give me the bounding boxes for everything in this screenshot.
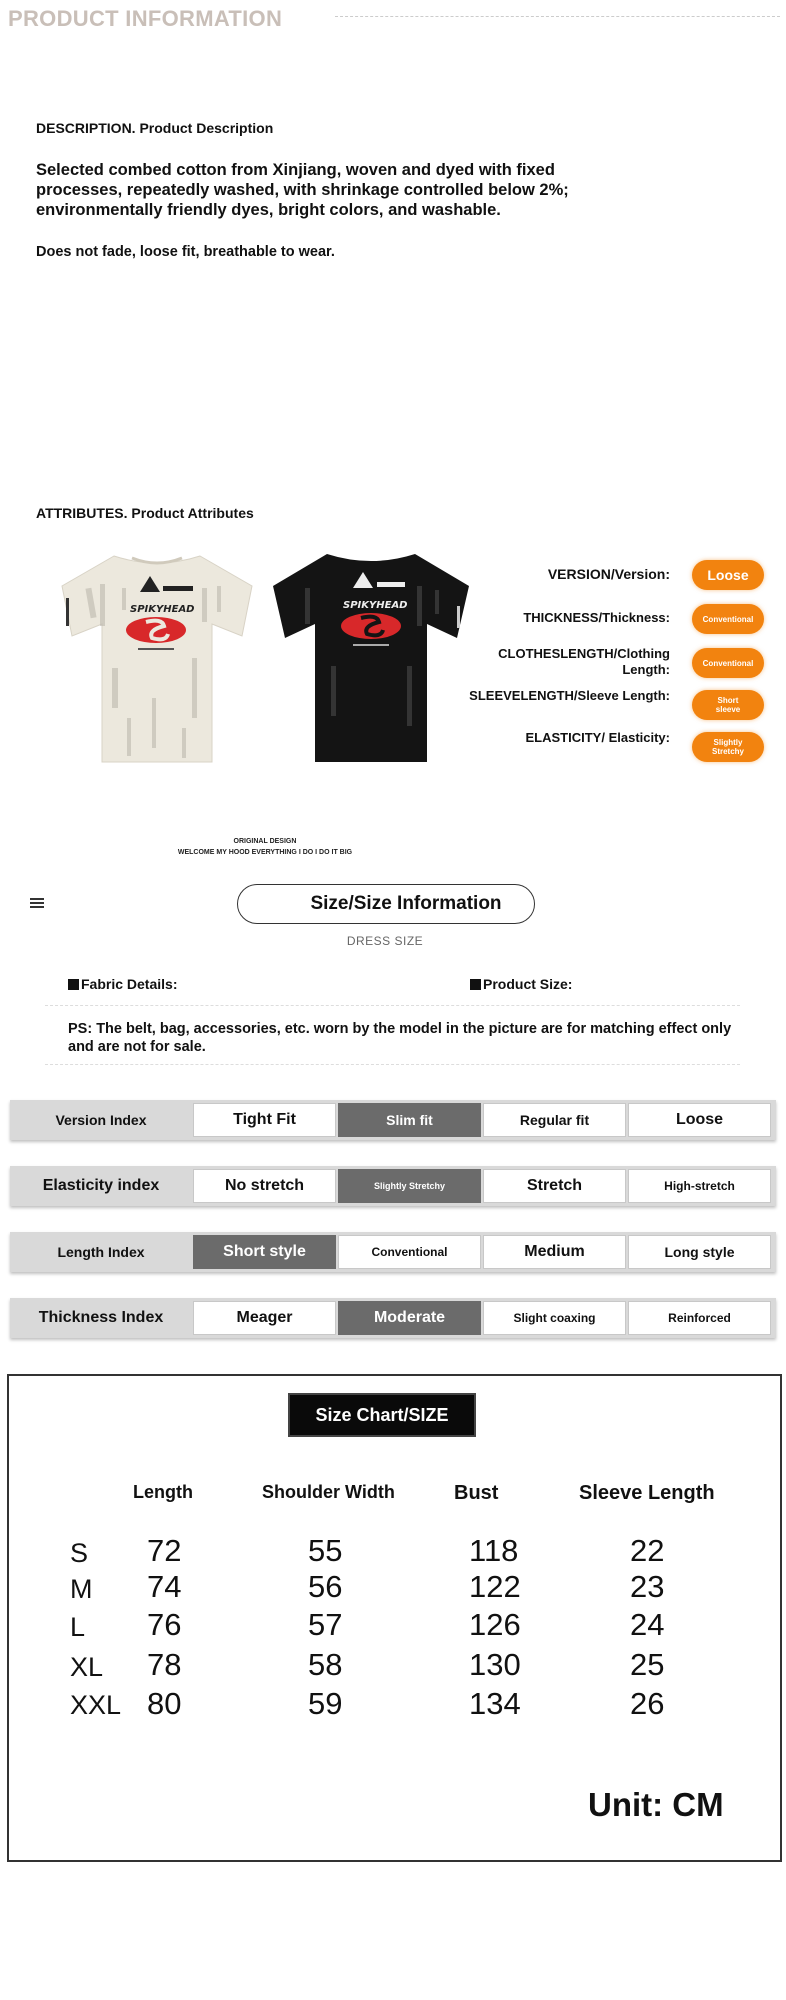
original-design-caption: ORIGINAL DESIGN [233, 838, 297, 845]
bust-value: 122 [469, 1569, 521, 1604]
fabric-details-label: Fabric Details: [81, 976, 178, 992]
index-option-selected: Slim fit [338, 1103, 481, 1137]
dress-size-subtitle: DRESS SIZE [346, 934, 424, 948]
index-option: Long style [628, 1235, 771, 1269]
attribute-row-elasticity [470, 730, 770, 770]
product-size-label: Product Size: [483, 976, 573, 992]
bust-value: 130 [469, 1647, 521, 1682]
shoulder-width-value: 59 [308, 1686, 343, 1721]
index-option: Medium [483, 1235, 626, 1269]
attribute-row-clothing-length [470, 646, 770, 686]
length-value: 78 [147, 1647, 182, 1682]
attribute-name: CLOTHESLENGTH/Clothing Length: [498, 646, 670, 677]
attribute-row-thickness [470, 602, 770, 642]
index-option: Loose [628, 1103, 771, 1137]
size-information-title: Size/Size Information [237, 884, 535, 924]
attribute-name: ELASTICITY/ Elasticity: [525, 730, 670, 745]
sleeve-length-value: 22 [630, 1533, 665, 1568]
index-option: Reinforced [628, 1301, 771, 1335]
attribute-name: THICKNESS/Thickness: [523, 610, 670, 625]
header-divider [335, 16, 780, 17]
bust-value: 118 [469, 1533, 519, 1568]
attribute-value-pill: Short sleeve [692, 690, 764, 720]
attribute-name: SLEEVELENGTH/Sleeve Length: [469, 688, 670, 703]
shoulder-width-value: 58 [308, 1647, 343, 1682]
description-paragraph: Selected combed cotton from Xinjiang, woven and dyed with fixed processes, repeatedly washed, with shrinkage controlled below 2%; environmentally friendly dyes, bright colors, and washable. [36, 161, 569, 219]
elasticity-index-row [10, 1166, 776, 1206]
ps-note: PS: The belt, bag, accessories, etc. worn by the model in the picture are for matching effect only and are not for sale. [68, 1021, 732, 1055]
length-value: 74 [147, 1569, 182, 1604]
attribute-value-pill: Loose [692, 560, 764, 590]
size-label: XXL [70, 1690, 122, 1720]
size-label: L [70, 1612, 86, 1642]
attributes-label: ATTRIBUTES. Product Attributes [36, 505, 254, 521]
attribute-value-pill: Conventional [692, 604, 764, 634]
attribute-row-sleeve-length [470, 688, 770, 728]
size-label: XL [70, 1652, 104, 1682]
slogan-caption: WELCOME MY HOOD EVERYTHING I DO I DO IT BIG [177, 849, 353, 856]
attribute-row-version [470, 558, 770, 598]
index-option-selected: Moderate [338, 1301, 481, 1335]
product-size-heading [470, 976, 572, 992]
description-note: Does not fade, loose fit, breathable to wear. [36, 244, 335, 260]
size-label: M [70, 1574, 93, 1604]
sleeve-length-value: 26 [630, 1686, 665, 1721]
brand-text: SPIKYHEAD [130, 604, 195, 615]
size-chart-title: Size Chart/SIZE [288, 1393, 476, 1437]
cream-tshirt-image [52, 548, 262, 768]
index-option: Tight Fit [193, 1103, 336, 1137]
description-label: DESCRIPTION. Product Description [36, 120, 274, 136]
index-option: No stretch [193, 1169, 336, 1203]
length-value: 80 [147, 1686, 182, 1721]
attribute-value-pill: Conventional [692, 648, 764, 678]
fabric-details-heading [68, 976, 177, 992]
sleeve-length-value: 24 [630, 1607, 665, 1642]
square-bullet-icon [68, 979, 79, 990]
unit-label: Unit: CM [588, 1786, 724, 1823]
index-option: High-stretch [628, 1169, 771, 1203]
column-header-sleeve-length: Sleeve Length [579, 1482, 715, 1504]
index-option: Slight coaxing [483, 1301, 626, 1335]
version-index-row [10, 1100, 776, 1140]
index-label: Version Index [55, 1112, 147, 1128]
length-value: 76 [147, 1607, 182, 1642]
index-option: Regular fit [483, 1103, 626, 1137]
index-option-selected: Short style [193, 1235, 336, 1269]
length-index-row [10, 1232, 776, 1272]
sleeve-length-value: 23 [630, 1569, 665, 1604]
column-header-length: Length [133, 1482, 193, 1502]
bust-value: 134 [469, 1686, 521, 1721]
index-label: Length Index [57, 1244, 145, 1260]
index-option-selected: Slightly Stretchy [338, 1169, 481, 1203]
black-tshirt-image [265, 546, 477, 768]
index-label: Elasticity index [42, 1177, 160, 1194]
attribute-name: VERSION/Version: [547, 566, 670, 582]
column-header-bust: Bust [454, 1482, 499, 1504]
length-value: 72 [147, 1533, 182, 1568]
shoulder-width-value: 57 [308, 1607, 343, 1642]
index-option: Stretch [483, 1169, 626, 1203]
size-label: S [70, 1538, 89, 1568]
index-option: Meager [193, 1301, 336, 1335]
divider [45, 1005, 740, 1006]
brand-text: SPIKYHEAD [343, 600, 408, 611]
menu-icon[interactable] [30, 898, 44, 908]
sleeve-length-value: 25 [630, 1647, 665, 1682]
index-option: Conventional [338, 1235, 481, 1269]
bust-value: 126 [469, 1607, 521, 1642]
shoulder-width-value: 55 [308, 1533, 343, 1568]
thickness-index-row [10, 1298, 776, 1338]
divider [45, 1064, 740, 1065]
page-title: PRODUCT INFORMATION [8, 6, 283, 31]
shoulder-width-value: 56 [308, 1569, 343, 1604]
square-bullet-icon [470, 979, 481, 990]
attribute-value-pill: Slightly Stretchy [692, 732, 764, 762]
column-header-shoulder-width: Shoulder Width [262, 1482, 395, 1502]
index-label: Thickness Index [38, 1309, 164, 1326]
